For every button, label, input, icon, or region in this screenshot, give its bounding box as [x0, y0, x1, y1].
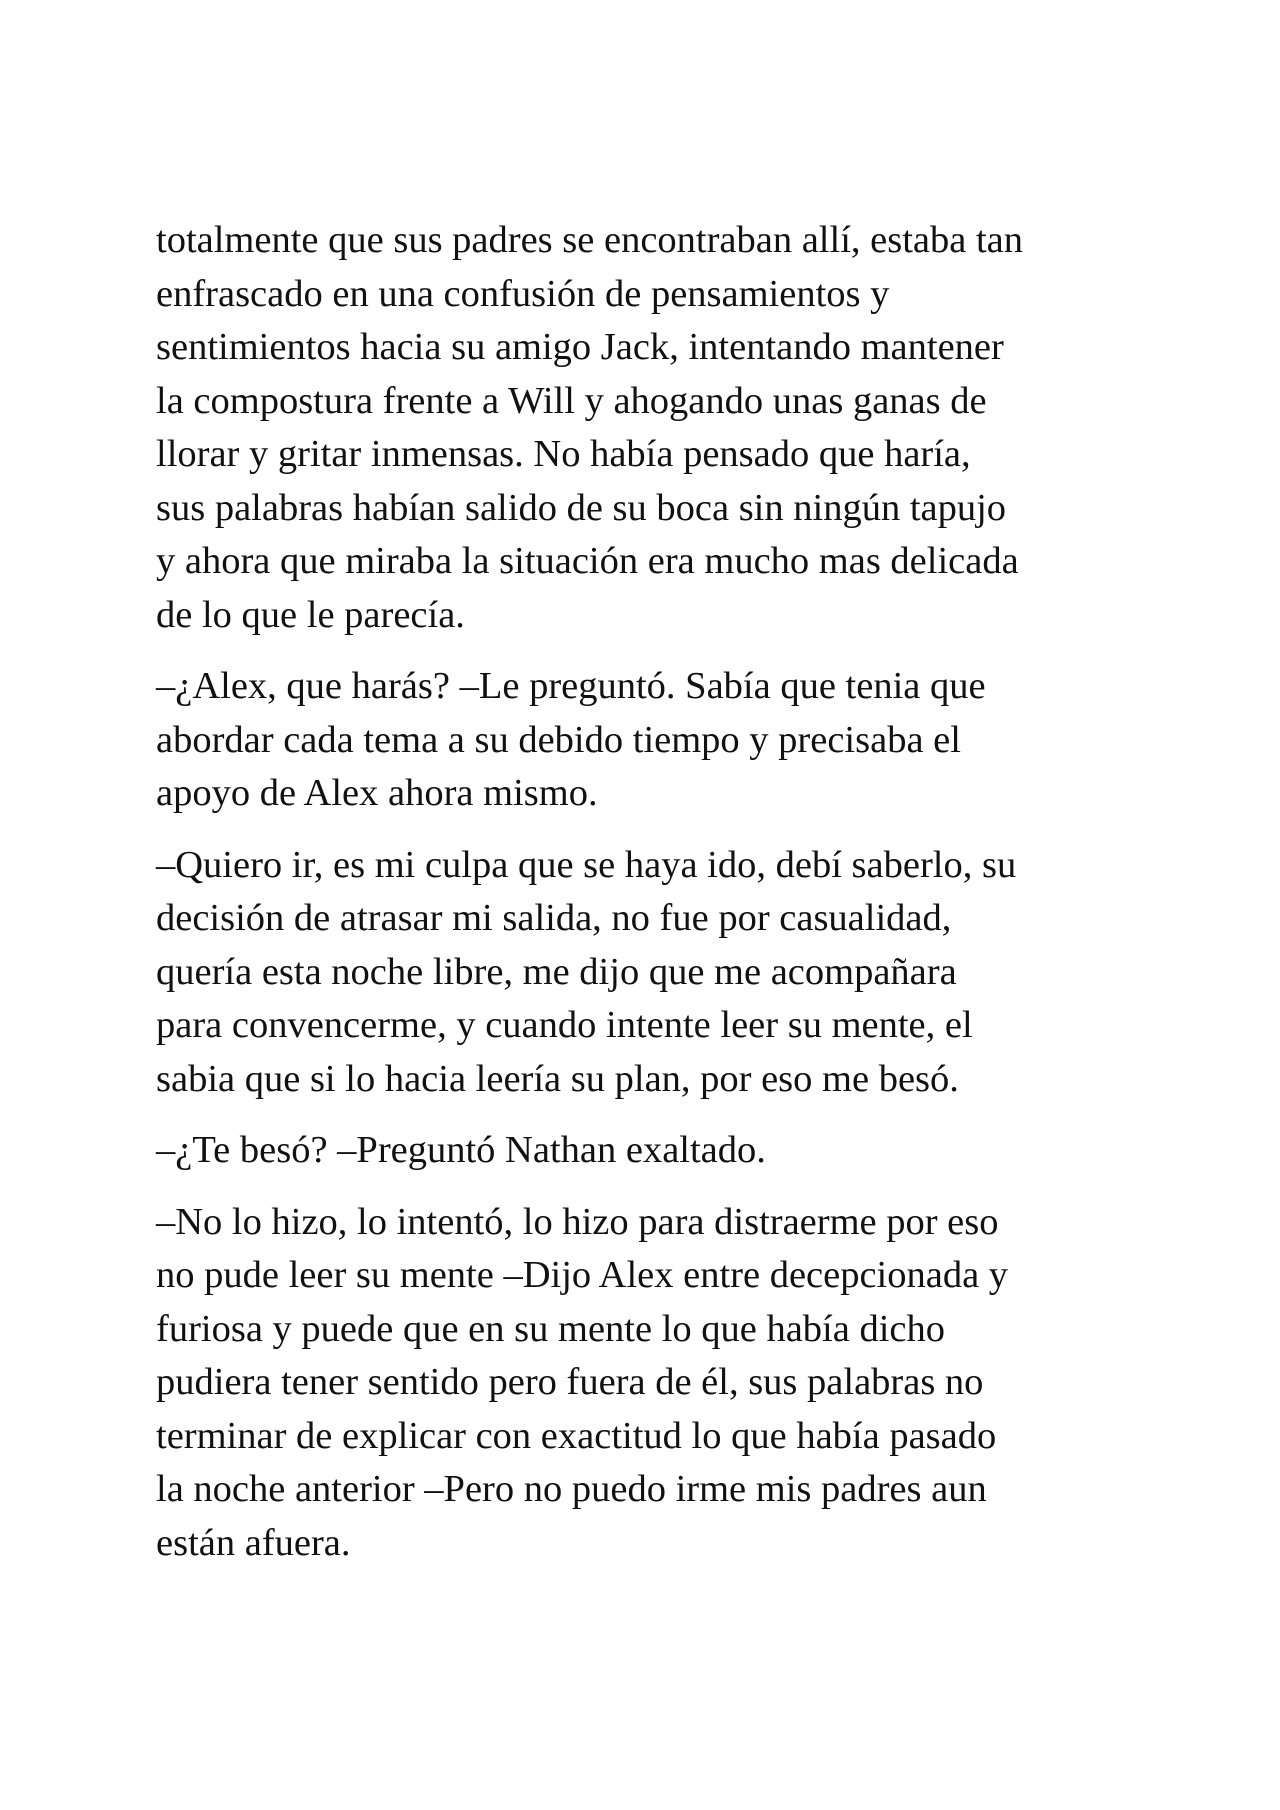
text-line: totalmente que sus padres se encontraban allí, estaba tan — [156, 219, 1024, 261]
text-line: enfrascado en una confusión de pensamientos y — [156, 272, 890, 315]
paragraph-1 — [156, 214, 1146, 642]
text-line: quería esta noche libre, me dijo que me acompañara — [156, 950, 957, 993]
text-line: –Quiero ir, es mi culpa que se haya ido, debí saberlo, su — [156, 843, 1017, 886]
text-line: pudiera tener sentido pero fuera de él, sus palabras no — [156, 1361, 984, 1403]
text-line: terminar de explicar con exactitud lo que había pasado — [156, 1414, 997, 1457]
text-line: sus palabras habían salido de su boca sin ningún tapujo — [156, 486, 1007, 529]
text-line: llorar y gritar inmensas. No había pensado que haría, — [156, 433, 971, 475]
text-line: están afuera. — [156, 1521, 351, 1564]
page-text — [156, 214, 1146, 1588]
text-line: –¿Te besó? –Preguntó Nathan exaltado. — [156, 1129, 766, 1171]
text-line: apoyo de Alex ahora mismo. — [156, 772, 598, 814]
text-line: decisión de atrasar mi salida, no fue por casualidad, — [156, 897, 952, 939]
paragraph-3 — [156, 839, 1146, 1107]
text-line: sabia que si lo hacia leería su plan, por eso me besó. — [156, 1057, 959, 1100]
text-line: la compostura frente a Will y ahogando unas ganas de — [156, 379, 987, 422]
text-line: –No lo hizo, lo intentó, lo hizo para distraerme por eso — [156, 1200, 999, 1243]
text-line: y ahora que miraba la situación era mucho mas delicada — [156, 540, 1019, 582]
paragraph-2 — [156, 660, 1146, 821]
text-line: abordar cada tema a su debido tiempo y precisaba el — [156, 718, 961, 761]
paragraph-5 — [156, 1196, 1146, 1571]
text-line: no pude leer su mente –Dijo Alex entre decepcionada y — [156, 1254, 1009, 1296]
text-line: –¿Alex, que harás? –Le preguntó. Sabía que tenia que — [156, 665, 986, 707]
text-line: de lo que le parecía. — [156, 593, 465, 636]
text-line: para convencerme, y cuando intente leer su mente, el — [156, 1004, 973, 1046]
text-line: sentimientos hacia su amigo Jack, intentando mantener — [156, 326, 1004, 368]
paragraph-4 — [156, 1124, 1146, 1178]
text-line: la noche anterior –Pero no puedo irme mis padres aun — [156, 1468, 987, 1510]
text-line: furiosa y puede que en su mente lo que había dicho — [156, 1307, 946, 1350]
